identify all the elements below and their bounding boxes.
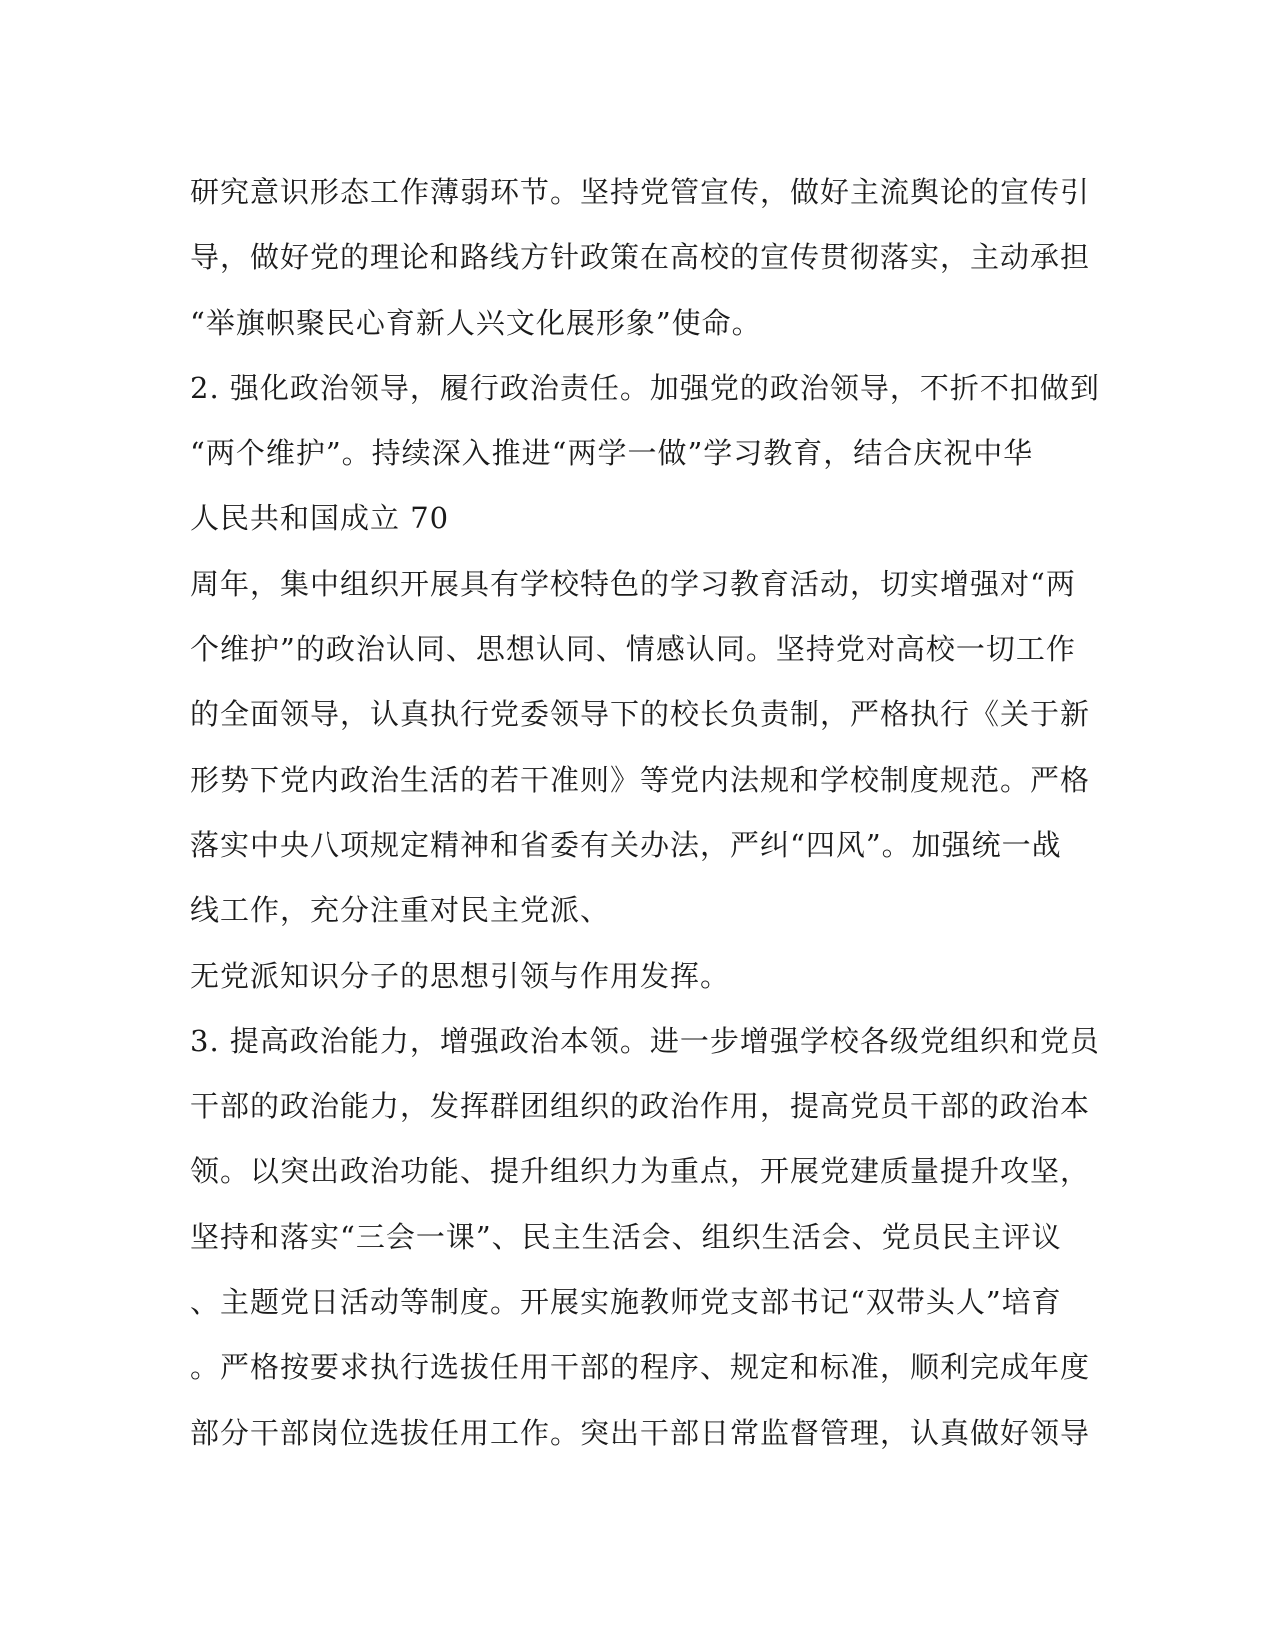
text-line: 线工作，充分注重对民主党派、 [190, 893, 611, 928]
text-line: 领。以突出政治功能、提升组织力为重点，开展党建质量提升攻坚， [190, 1154, 1091, 1189]
text-line: “举旗帜聚民心育新人兴文化展形象”使命。 [190, 305, 762, 340]
text-line: 形势下党内政治生活的若干准则》等党内法规和学校制度规范。严格 [190, 762, 1091, 797]
text-line: 干部的政治能力，发挥群团组织的政治作用，提高党员干部的政治本 [190, 1089, 1091, 1124]
text-line: 坚持和落实“三会一课”、民主生活会、组织生活会、党员民主评议 [190, 1219, 1062, 1254]
text-line: 的全面领导，认真执行党委领导下的校长负责制，严格执行《关于新 [190, 697, 1091, 732]
text-line: “两个维护”。持续深入推进“两学一做”学习教育，结合庆祝中华 [190, 436, 1034, 471]
text-line: 无党派知识分子的思想引领与作用发挥。 [190, 958, 731, 993]
text-line: 3. 提高政治能力，增强政治本领。进一步增强学校各级党组织和党员 [190, 1023, 1100, 1058]
text-line: 周年，集中组织开展具有学校特色的学习教育活动，切实增强对“两 [190, 566, 1076, 601]
text-line: 部分干部岗位选拔任用工作。突出干部日常监督管理，认真做好领导 [190, 1415, 1091, 1450]
text-line: 2. 强化政治领导，履行政治责任。加强党的政治领导，不折不扣做到 [190, 370, 1100, 405]
text-line: 。严格按要求执行选拔任用干部的程序、规定和标准，顺利完成年度 [190, 1350, 1091, 1385]
body-text [190, 160, 1100, 1466]
text-line: 落实中央八项规定精神和省委有关办法，严纠“四风”。加强统一战 [190, 827, 1062, 862]
text-line: 、主题党日活动等制度。开展实施教师党支部书记“双带头人”培育 [190, 1285, 1062, 1320]
text-line: 个维护”的政治认同、思想认同、情感认同。坚持党对高校一切工作 [190, 632, 1076, 667]
text-line: 导，做好党的理论和路线方针政策在高校的宣传贯彻落实，主动承担 [190, 240, 1091, 275]
text-line: 研究意识形态工作薄弱环节。坚持党管宣传，做好主流舆论的宣传引 [190, 175, 1091, 209]
text-line: 人民共和国成立 70 [190, 501, 450, 536]
